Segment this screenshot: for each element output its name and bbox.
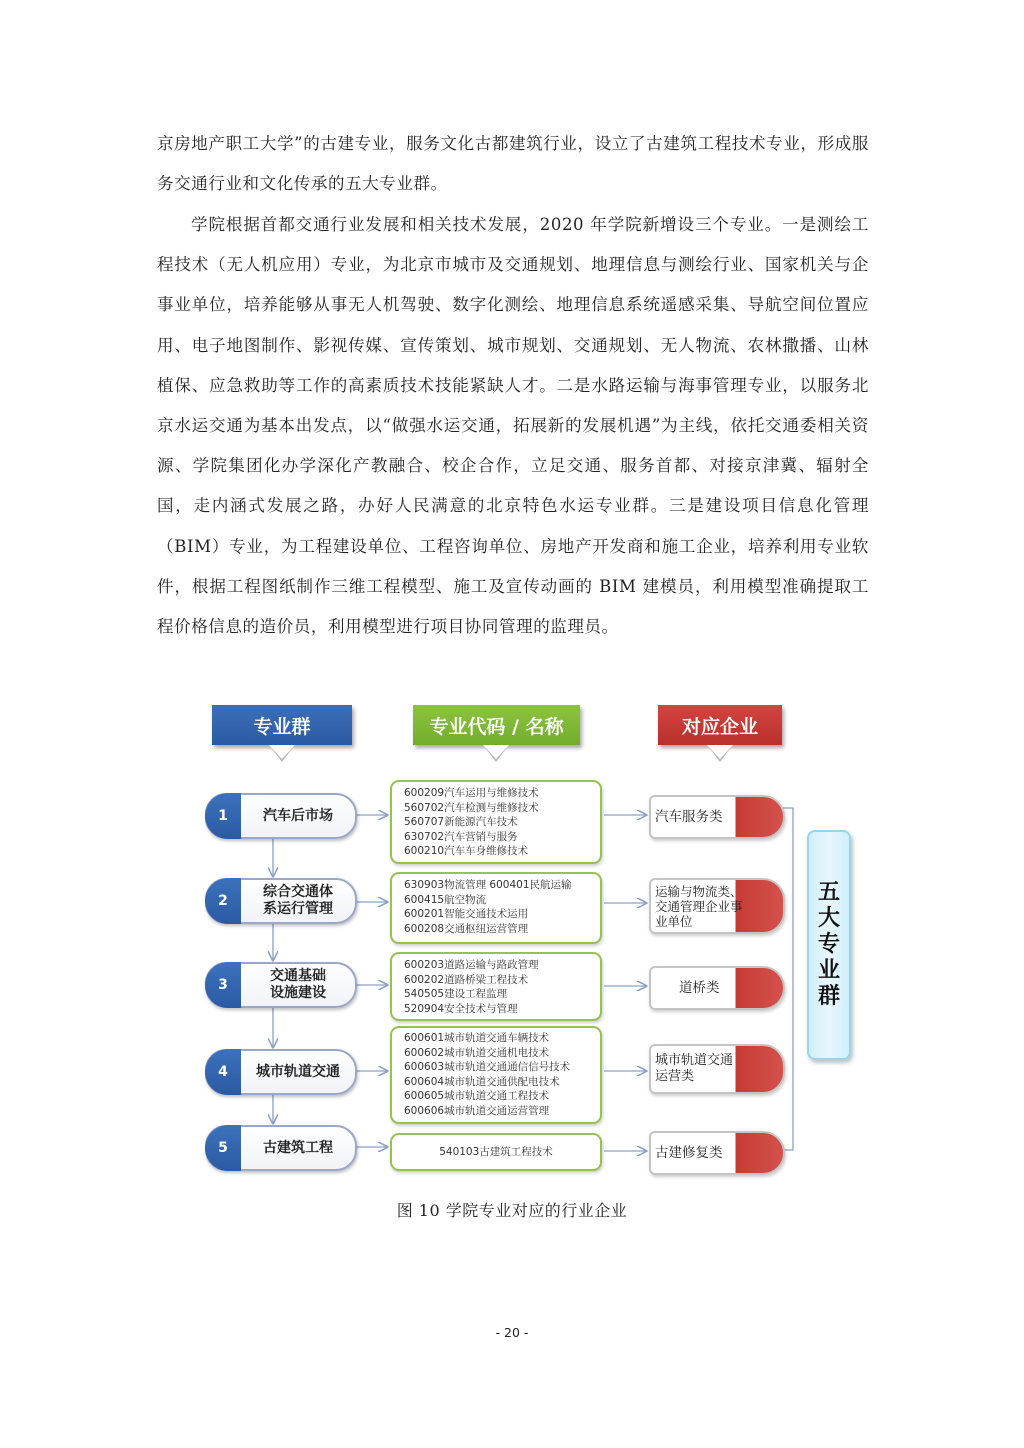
code-line: 600201智能交通技术运用: [404, 908, 529, 921]
enterprise-box-4: [649, 1044, 785, 1094]
header-groups-arrow-fill: [269, 745, 295, 759]
figure-caption: 图 10 学院专业对应的行业企业: [396, 1201, 628, 1220]
code-box-5: [390, 1133, 602, 1171]
header-enterprises: 对应企业: [658, 705, 782, 745]
group-number: 5: [205, 1125, 241, 1171]
code-line: 600210汽车车身维修技术: [404, 845, 529, 858]
enterprise-box-2: [649, 878, 785, 934]
header-groups: 专业群: [212, 705, 352, 745]
code-line: 600415航空物流: [404, 893, 487, 906]
header-codes-arrow-fill: [483, 745, 509, 759]
figure-diagram: [190, 700, 870, 1180]
header-codes: 专业代码 / 名称: [413, 705, 580, 745]
code-line: 600209汽车运用与维修技术: [404, 787, 539, 799]
group-number: 4: [205, 1049, 241, 1095]
group-name: 交通基础设施建设: [270, 968, 326, 1001]
page-number: - 20 -: [495, 1325, 529, 1340]
code-line: 600605城市轨道交通工程技术: [404, 1090, 550, 1103]
code-line: 600602城市轨道交通机电技术: [404, 1046, 550, 1059]
code-line: 540505建设工程监理: [404, 988, 508, 1001]
group-number: 2: [205, 878, 241, 924]
enterprise-box-1: [649, 795, 785, 839]
enterprise-label: 运输与物流类、交通管理企业事业单位: [655, 883, 743, 929]
group-name: 古建筑工程: [263, 1139, 333, 1156]
code-line: 630702汽车营销与服务: [404, 830, 518, 843]
enterprise-label: 道桥类: [679, 980, 720, 996]
code-box-3: [390, 952, 602, 1021]
enterprise-label: 汽车服务类: [655, 809, 723, 825]
code-line: 600601城市轨道交通车辆技术: [404, 1032, 550, 1044]
paragraph-1: 京房地产职工大学”的古建专业，服务文化古都建筑行业，设立了古建筑工程技术专业，形成服务交通行业和文化传承的五大专业群。: [157, 134, 869, 194]
group-number: 1: [205, 793, 241, 839]
code-line: 560702汽车检测与维修技术: [404, 801, 539, 814]
code-line: 600203道路运输与路政管理: [404, 959, 539, 971]
code-line: 560707新能源汽车技术: [404, 816, 518, 829]
group-name: 汽车后市场: [263, 807, 333, 824]
group-pill-2: [205, 878, 357, 924]
summary-box: [807, 830, 851, 1060]
group-pill-1: [205, 793, 357, 839]
group-pill-5: [205, 1125, 357, 1171]
enterprise-label: 古建修复类: [655, 1145, 723, 1161]
code-line: 540103古建筑工程技术: [439, 1145, 553, 1158]
group-number: 3: [205, 962, 241, 1008]
code-line: 600208交通枢纽运营管理: [404, 922, 529, 935]
code-line: 600202道路桥梁工程技术: [404, 973, 529, 986]
group-pill-4: [205, 1049, 357, 1095]
header-enterprises-arrow-fill: [707, 745, 733, 759]
enterprise-box-5: [649, 1131, 785, 1175]
code-box-1: [390, 780, 602, 864]
enterprise-box-3: [649, 966, 785, 1010]
code-box-4: [390, 1026, 602, 1124]
code-box-2: [390, 872, 602, 944]
code-line: 520904安全技术与管理: [404, 1002, 518, 1015]
group-name: 综合交通体系运行管理: [263, 884, 333, 917]
paragraph-2: 学院根据首都交通行业发展和相关技术发展，2020 年学院新增设三个专业。一是测绘工程技术（无人机应用）专业，为北京市城市及交通规划、地理信息与测绘行业、国家机关与企事业单位，培养能够从事无人机驾驶、数字化测绘、地理信息系统遥感采集、导航空间位置应用、电子地图制作、影视传媒、宣传策划、城市规划、交通规划、无人物流、农林撒播、山林植保、应急救助等工作的高素质技术技能紧缺人才。二是水路运输与海事管理专业，以服务北京水运交通为基本出发点，以“做强水运交通，拓展新的发展机遇”为主线，依托交通委相关资源、学院集团化办学深化产教融合、校企合作，立足交通、服务首都、对接京津冀、辐射全国，走内涵式发展之路，办好人民满意的北京特色水运专业群。三是建设项目信息化管理（BIM）专业，为工程建设单位、工程咨询单位、房地产开发商和施工企业，培养利用专业软件，根据工程图纸制作三维工程模型、施工及宣传动画的 BIM 建模员，利用模型准确提取工程价格信息的造价员，利用模型进行项目协同管理的监理员。: [157, 215, 869, 637]
code-line: 600604城市轨道交通供配电技术: [404, 1075, 560, 1088]
enterprise-label: 城市轨道交通运营类: [655, 1053, 734, 1084]
group-pill-3: [205, 962, 357, 1008]
summary-text: 五大专业群: [817, 880, 840, 1009]
code-line: 600603城市轨道交通通信信号技术: [404, 1061, 571, 1074]
code-line: 600606城市轨道交通运营管理: [404, 1104, 550, 1117]
code-line: 630903物流管理 600401民航运输: [404, 879, 572, 891]
group-name: 城市轨道交通: [256, 1063, 340, 1080]
